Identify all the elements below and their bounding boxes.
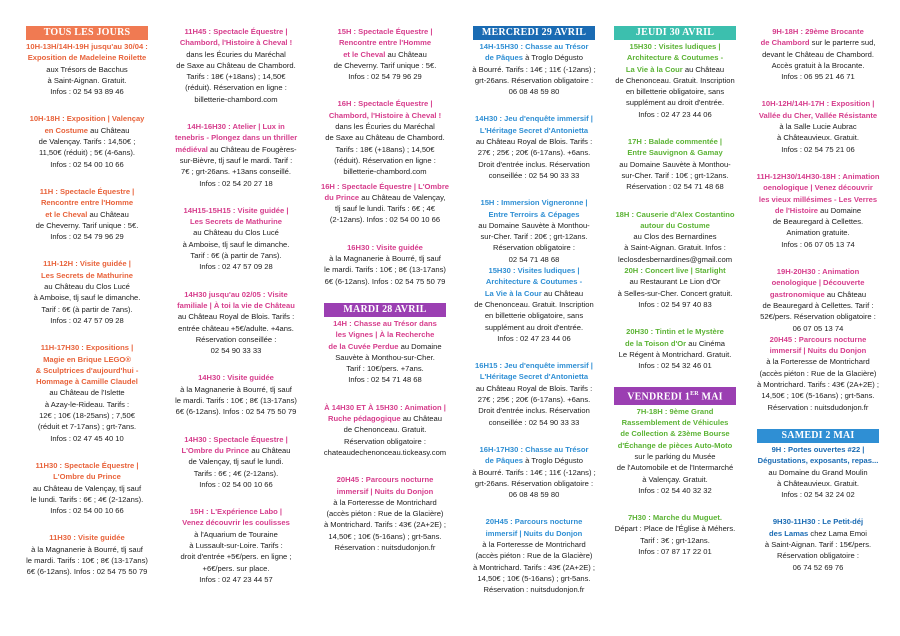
event: 14H30 : Spectacle Équestre | L'Ombre du Prince au Château de Valençay, tlj sauf le lundi. Tarifs : 6€ ; 4€ (2-12ans). Infos : 02 54 00 10 66 xyxy=(181,434,291,489)
event: 16H15 : Jeu d'enquête immersif | L'Héritage Secret d'Antonietta au Château Royal de Blois. Tarifs : 27€ ; 25€ ; 20€ (6-17ans). +6ans. Droit d'entrée inclus. Réservation conseillée : 02 54 90 33 33 xyxy=(475,361,593,427)
event: 20H : Concert live | Starlight au Restaurant Le Lion d'Or à Selles-sur-Cher. Concert gratuit. Infos : 02 54 97 40 83 xyxy=(617,266,733,309)
day-header-tous-les-jours: TOUS LES JOURS xyxy=(26,26,148,40)
event: 14H30 : Visite guidée à la Magnanerie à Bourré, tlj sauf le mardi. Tarifs : 10€ ; 8€ (13-17ans) 6€ (6-12ans). Infos : 02 54 75 50 79 xyxy=(175,373,297,417)
event: 11H30 : Visite guidée à la Magnanerie à Bourré, tlj sauf le mardi. Tarifs : 10€ ; 8€ (13-17ans) 6€ (6-12ans). Infos : 02 54 75 50 79 xyxy=(26,533,148,577)
event: 18H : Causerie d'Alex Costantino autour du Costume au Clos des Bernardines à Saint-Aignan. Gratuit. Infos : leclosdesbernardines@gmail.com xyxy=(615,209,735,264)
event: 7H-18H : 9ème Grand Rassemblement de Véhicules de Collection & 23ème Bourse d'Échange de pièces Auto-Moto sur le parking du Musée de l'Automobile et de l'Intermarché à Valençay. Gratuit. Infos : 02 54 40 32 32 xyxy=(616,406,734,495)
event: 11H-17H30 : Expositions | Magie en Brique LEGO® & Sculptrices d'aujourd'hui - Hommage à Camille Claudel au Château de l'Islette à Azay-le-Rideau. Tarifs : 12€ ; 10€ (18-25ans) ; 7,50€ (réduit et 7-17ans) ; grt-7ans. Infos : 02 47 45 40 10 xyxy=(35,343,139,443)
event: 10H-18H : Exposition | Valençay en Costume au Château de Valençay. Tarifs : 14,50€ ; 11,50€ (réduit) ; 5€ (4-6ans). Infos : 02 54 00 10 66 xyxy=(14,113,160,169)
event: 15H : Immersion Vigneronne | Entre Terroirs & Cépages au Domaine Sauvète à Monthou- sur-Cher. Tarif : 20€ ; grt-12ans. Réservation obligatoire : 02 54 71 48 68 xyxy=(478,198,590,264)
day-header-jeudi: JEUDI 30 AVRIL xyxy=(614,26,736,40)
event: 16H30 : Visite guidée à la Magnanerie à Bourré, tlj sauf le mardi. Tarifs : 10€ ; 8€ (13-17ans) 6€ (6-12ans). Infos : 02 54 75 50 79 xyxy=(324,242,446,286)
column-1 xyxy=(14,0,160,578)
day-header-mardi: MARDI 28 AVRIL xyxy=(324,303,446,317)
event: 20H45 : Parcours nocturne immersif | Nuits du Donjon à la Forteresse de Montrichard (accès piéton : Rue de la Glacière) à Montrichard. Tarifs : 43€ (2A+2E) ; 14,50€ ; 10€ (5-16ans) ; grt-5ans. Réservation : nuitsdudonjon.fr xyxy=(323,475,447,552)
event: 20H45 : Parcours nocturne immersif | Nuits du Donjon à la Forteresse de Montrichard (accès piéton : Rue de la Glacière) à Montrichard. Tarifs : 43€ (2A+2E) ; 14,50€ ; 10€ (5-16ans) ; grt-5ans. Réservation : nuitsdudonjon.fr xyxy=(472,517,596,595)
event: 15H30 : Visites ludiques | Architecture & Coutumes - La Vie à la Cour au Château de Chenonceau. Gratuit. Inscription en billetterie obligatoire, sans supplément au droit d'entrée. Infos : 02 47 23 44 06 xyxy=(474,266,594,343)
event: 20H30 : Tintin et le Mystère de la Toison d'Or au Cinéma Le Régent à Montrichard. Gratuit. Infos : 02 54 32 46 01 xyxy=(618,327,732,371)
event: 9H30-11H30 : Le Petit-déj des Lamas chez Lama Emoi à Saint-Aignan. Tarif : 15€/pers. Réservation obligatoire : 06 74 52 69 76 xyxy=(764,517,872,572)
day-header-mercredi: MERCREDI 29 AVRIL xyxy=(473,26,595,40)
day-header-vendredi: VENDREDI 1ER MAI xyxy=(614,387,736,404)
event: 11H45 : Spectacle Équestre | Chambord, l'Histoire à Cheval ! dans les Écuries du Maréchal de Saxe au Château de Chambord. Tarifs : 18€ (+18ans) ; 14,50€ (réduit). Réservation en ligne : billetterie-chambord.com xyxy=(176,27,296,104)
column-5 xyxy=(602,0,748,557)
column-4 xyxy=(461,0,607,595)
event: 15H : L'Expérience Labo | Venez découvrir les coulisses à l'Aquarium de Touraine à Lussault-sur-Loire. Tarifs : droit d'entrée +5€/pers. en ligne ; +6€/pers. sur place. Infos : 02 47 23 44 57 xyxy=(180,507,292,584)
event: 20H45 : Parcours nocturne immersif | Nuits du Donjon à la Forteresse de Montrichard (accès piéton : Rue de la Glacière) à Montrichard. Tarifs : 43€ (2A+2E) ; 14,50€ ; 10€ (5-16ans) ; grt-5ans. Réservation : nuitsdudonjon.fr xyxy=(756,334,880,412)
event: 16H : Spectacle Équestre | Chambord, l'Histoire à Cheval ! dans les Écuries du Maréchal de Saxe au Château de Chambord. Tarifs : 18€ (+18ans) ; 14,50€ (réduit). Réservation en ligne : billetterie-chambord.com xyxy=(325,99,445,177)
event: 9H : Portes ouvertes #22 | Dégustations, exposants, repas... au Domaine du Grand Moulin à Châteauvieux. Gratuit. Infos : 02 54 32 24 02 xyxy=(757,444,879,500)
day-header-samedi: SAMEDI 2 MAI xyxy=(757,429,879,443)
column-6 xyxy=(745,0,891,573)
event: 14H-15H30 : Chasse au Trésor de Pâques à Troglo Dégusto à Bourré. Tarifs : 14€ ; 11€ (-12ans) ; grt-26ans. Réservation obligatoire : 06 08 48 59 80 xyxy=(472,42,596,97)
event: 14H : Chasse au Trésor dans les Vignes | À la Recherche de la Cuvée Perdue au Domaine Sauvète à Monthou-sur-Cher. Tarif : 10€/pers. +7ans. Infos : 02 54 71 48 68 xyxy=(328,318,442,385)
event: 16H-17H30 : Chasse au Trésor de Pâques à Troglo Dégusto à Bourré. Tarifs : 14€ ; 11€ (-12ans) ; grt-26ans. Réservation obligatoire : 06 08 48 59 80 xyxy=(472,444,596,500)
event: 11H : Spectacle Équestre | Rencontre entre l'Homme et le Cheval au Château de Cheverny. Tarif unique : 5€. Infos : 02 54 79 96 29 xyxy=(35,186,139,242)
event: 14H-16H30 : Atelier | Lux in tenebris - Plongez dans un thriller médiéval au Château de Fougères- sur-Bièvre, tlj sauf le mardi. Tarif : 7€ ; grt-26ans. +13ans conseillé. Infos : 02 54 20 27 18 xyxy=(174,122,298,188)
event: 11H30 : Spectacle Équestre | L'Ombre du Prince au Château de Valençay, tlj sauf le lundi. Tarifs : 6€ ; 4€ (2-12ans). Infos : 02 54 00 10 66 xyxy=(30,460,144,516)
event: 15H30 : Visites ludiques | Architecture & Coutumes - La Vie à la Cour au Château de Chenonceau. Gratuit. Inscription en billetterie obligatoire, sans supplément au droit d'entrée. Infos : 02 47 23 44 06 xyxy=(615,42,735,119)
event: 11H-12H30/14H30-18H : Animation oenologique | Venez découvrir les vieux millésimes - Les Verres de l'Histoire au Domaine de Beauregard à Cellettes. Animation gratuite. Infos : 06 07 05 13 74 xyxy=(756,171,880,249)
column-3 xyxy=(312,0,458,553)
event: 14H30 : Jeu d'enquête immersif | L'Héritage Secret d'Antonietta au Château Royal de Blois. Tarifs : 27€ ; 25€ ; 20€ (6-17ans). +6ans. Droit d'entrée inclus. Réservation conseillée : 02 54 90 33 33 xyxy=(475,114,593,180)
event: 17H : Balade commentée | Entre Sauvignon & Gamay au Domaine Sauvète à Monthou- sur-Cher. Tarif : 10€ ; grt-12ans. Réservation : 02 54 71 48 68 xyxy=(619,137,731,192)
event: 19H-20H30 : Animation oenologique | Découverte gastronomique au Château de Beauregard à Cellettes. Tarif : 52€/pers. Réservation obligatoire : 06 07 05 13 74 xyxy=(760,267,876,333)
event: 7H30 : Marche du Muguet. Départ : Place de l'Église à Méhers. Tarif : 3€ ; grt-12ans. Infos : 07 87 17 22 01 xyxy=(614,513,736,557)
event: 10H-12H/14H-17H : Exposition | Vallée du Cher, Vallée Résistante à la Salle Lucie Aubrac à Châteauvieux. Gratuit. Infos : 02 54 75 21 06 xyxy=(758,99,878,154)
event: 14H15-15H15 : Visite guidée | Les Secrets de Mathurine au Château du Clos Lucé à Amboise, tlj sauf le dimanche. Tarif : 6€ (à partir de 7ans). Infos : 02 47 57 09 28 xyxy=(182,205,290,272)
event: 10H-13H/14H-19H jusqu'au 30/04 : Exposition de Madeleine Roilette aux Trésors de Bacchus à Saint-Aignan. Gratuit. Infos : 02 54 93 89 46 xyxy=(26,42,148,97)
event: 15H : Spectacle Équestre | Rencontre entre l'Homme et le Cheval au Château de Cheverny. Tarif unique : 5€. Infos : 02 54 79 96 29 xyxy=(333,27,437,82)
event-title: 10H-18H : Exposition | Valençay xyxy=(29,114,145,124)
event: 16H : Spectacle Équestre | L'Ombre du Prince au Château de Valençay, tlj sauf le lundi. Tarifs : 6€ ; 4€ (2-12ans). Infos : 02 54 00 10 66 xyxy=(320,181,449,225)
event: 14H30 jusqu'au 02/05 : Visite familiale | À toi la vie de Château au Château Royal de Blois. Tarifs : entrée château +5€/adulte. +4ans. Réservation conseillée : 02 54 90 33 33 xyxy=(177,289,295,356)
event: 9H-18H : 29ème Brocante de Chambord sur le parterre sud, devant le Château de Chambord. Accès gratuit à la Brocante. Infos : 06 95 21 46 71 xyxy=(760,27,876,82)
column-2 xyxy=(163,0,309,585)
event: À 14H30 ET À 15H30 : Animation | Ruche pédagogique au Château de Chenonceau. Gratuit. Réservation obligatoire : chateaudechenonceau.tickeasy.com xyxy=(323,402,447,457)
event: 11H-12H : Visite guidée | Les Secrets de Mathurine au Château du Clos Lucé à Amboise, tlj sauf le dimanche. Tarif : 6€ (à partir de 7ans). Infos : 02 47 57 09 28 xyxy=(33,259,141,325)
